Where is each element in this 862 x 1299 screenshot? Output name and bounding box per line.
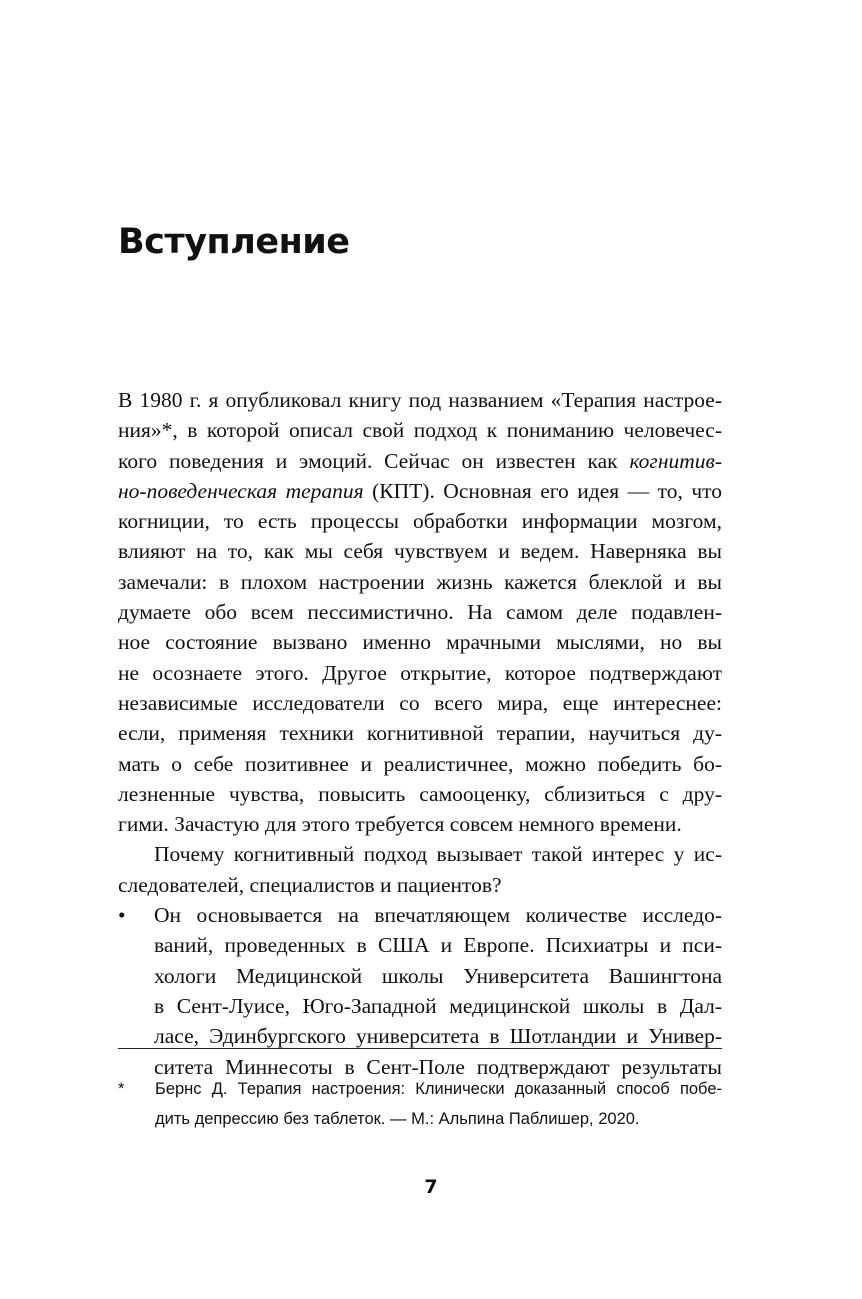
footnote <box>118 1076 722 1137</box>
text-line: когниции, то есть процессы обработки информации мозгом, <box>118 509 722 534</box>
page-number: 7 <box>424 1176 438 1198</box>
text-line: следователей, специалистов и пациентов? <box>118 872 502 897</box>
text-fragment: (КПТ). Основная его идея — то, что <box>363 478 722 503</box>
text-fragment: кого поведения и эмоций. Сейчас он известен как <box>118 448 630 473</box>
text-line: ваний, проведенных в США и Европе. Психиатры и пси- <box>154 933 722 958</box>
footnote-divider <box>118 1048 722 1049</box>
footnote-line: дить депрессию без таблеток. — М.: Альпина Паблишер, 2020. <box>155 1110 640 1129</box>
bullet-item <box>118 900 722 1082</box>
page-title: Вступление <box>118 222 350 262</box>
text-line: ния»*, в которой описал свой подход к пониманию человечес- <box>118 418 722 443</box>
text-line: гими. Зачастую для этого требуется совсем немного времени. <box>118 812 682 837</box>
text-line: Он основывается на впечатляющем количестве исследо- <box>154 903 722 928</box>
text-line: если, применяя техники когнитивной терапии, научиться ду- <box>118 721 722 746</box>
footnote-mark: * <box>118 1080 125 1098</box>
main-text <box>118 385 722 1082</box>
text-line: независимые исследователи со всего мира, еще интереснее: <box>118 690 722 715</box>
text-line: В 1980 г. я опубликовал книгу под названием «Терапия настрое- <box>118 388 722 412</box>
bullet-icon: • <box>118 903 126 928</box>
text-line: замечали: в плохом настроении жизнь кажется блеклой и вы <box>118 569 722 594</box>
text-line: думаете обо всем пессимистично. На самом деле подавлен- <box>118 600 722 625</box>
text-line: Почему когнитивный подход вызывает такой интерес у ис- <box>154 842 722 867</box>
text-line: ное состояние вызвано именно мрачными мыслями, но вы <box>118 630 722 655</box>
text-line: мать о себе позитивнее и реалистичнее, можно победить бо- <box>118 751 722 776</box>
text-line: не осознаете этого. Другое открытие, которое подтверждают <box>118 660 722 685</box>
text-line: влияют на то, как мы себя чувствуем и ведем. Наверняка вы <box>118 539 722 564</box>
text-line: лезненные чувства, повысить самооценку, сблизиться с дру- <box>118 781 722 806</box>
italic-term: когнитив- <box>629 448 722 473</box>
italic-term: но-поведенческая терапия <box>118 478 364 503</box>
text-line <box>118 476 722 506</box>
text-line: в Сент-Луисе, Юго-Западной медицинской школы в Дал- <box>154 993 722 1018</box>
footnote-line: Бернс Д. Терапия настроения: Клинически доказанный способ побе- <box>155 1080 722 1098</box>
text-line: ситета Миннесоты в Сент-Поле подтверждают результаты <box>154 1054 722 1079</box>
text-line: ласе, Эдинбургского университета в Шотландии и Универ- <box>154 1024 722 1049</box>
text-line <box>118 446 722 476</box>
text-line: хологи Медицинской школы Университета Вашингтона <box>154 963 722 988</box>
